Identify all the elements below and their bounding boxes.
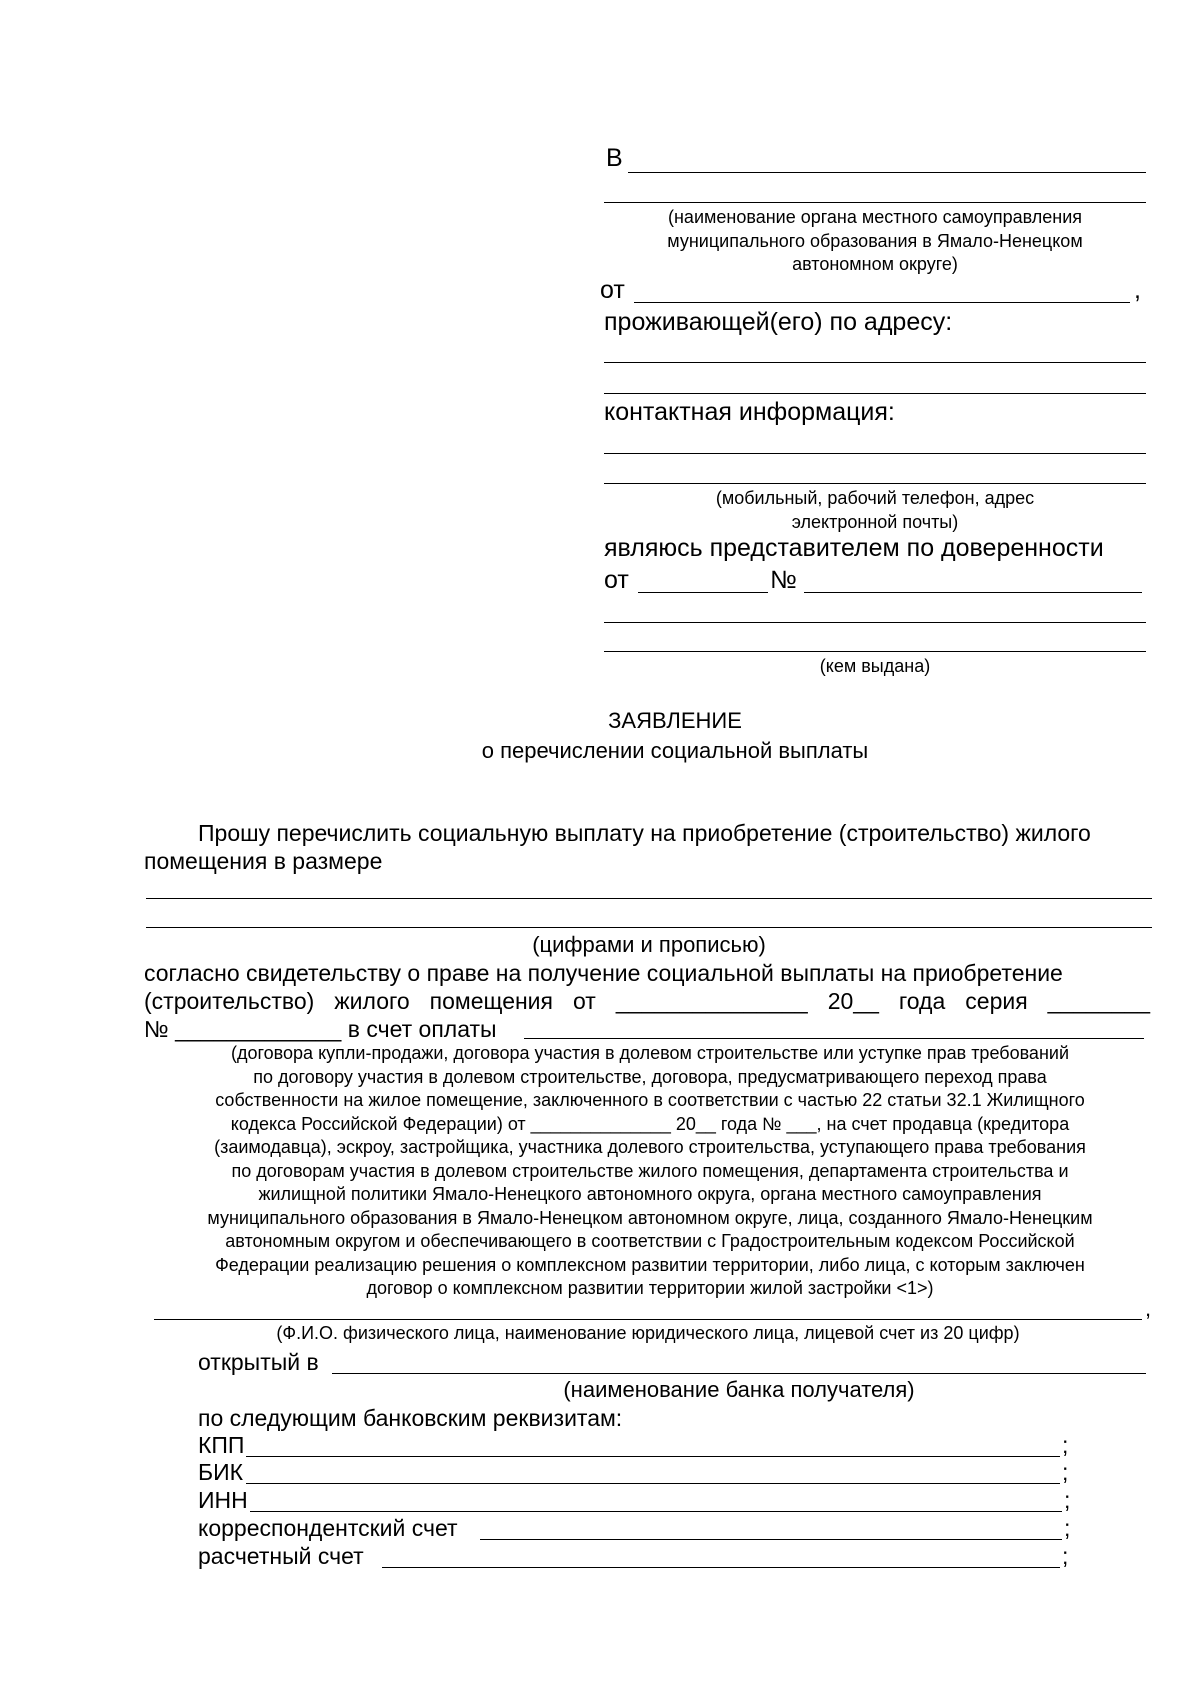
representative-label: являюсь представителем по доверенности: [604, 534, 1104, 562]
bank-note: (наименование банка получателя): [563, 1377, 915, 1402]
corr-account-label: корреспондентский счет: [198, 1515, 458, 1541]
payee-suffix: ,: [1145, 1296, 1152, 1321]
corr-account-line[interactable]: [480, 1539, 1062, 1540]
document-title: ЗАЯВЛЕНИЕ: [608, 708, 742, 733]
poa-date-line[interactable]: [638, 592, 768, 593]
inn-suffix: ;: [1064, 1487, 1071, 1513]
applicant-name-line[interactable]: [634, 302, 1130, 303]
inn-line[interactable]: [250, 1511, 1062, 1512]
issued-by-line-1[interactable]: [604, 622, 1146, 623]
amount-line-2[interactable]: [146, 927, 1152, 928]
settlement-account-label: расчетный счет: [198, 1543, 364, 1569]
payee-line[interactable]: [154, 1319, 1142, 1320]
document-subtitle: о перечислении социальной выплаты: [481, 738, 869, 763]
payee-note: (Ф.И.О. физического лица, наименование юридического лица, лицевой счет из 20 цифр): [276, 1323, 1020, 1343]
authority-field-line-2[interactable]: [604, 202, 1146, 203]
from-suffix: ,: [1134, 276, 1141, 304]
bik-line[interactable]: [246, 1483, 1060, 1484]
contract-note: (договора купли-продажи, договора участия в долевом строительстве или уступке прав требований по договору участия в долевом строительстве, договора, предусматривающего переход права собственности на жилое помещение, заключенного в соответствии с частью 22 статьи 32.1 Жилищного кодекса Российской Федерации) от ______________ 20__ года № ___, на счет продавца (кредитора (заимодавца), эскроу, застройщика, участника долевого строительства, уступающего права требования по договорам участия в долевом строительстве жилого помещения, департамента строительства и жилищной политики Ямало-Ненецкого автономного округа, органа местного самоуправления муниципального образования в Ямало-Ненецком автономном округе, лица, созданного Ямало-Ненецким автономным округом и обеспечивающего в соответствии с Градостроительным кодексом Российской Федерации реализацию решения о комплексном развитии территории, либо лица, с которым заключен договор о комплексном развитии территории жилой застройки <1>): [207, 1043, 1093, 1298]
issued-by-note: (кем выдана): [819, 656, 931, 676]
poa-number-line[interactable]: [804, 592, 1142, 593]
kpp-label: КПП: [198, 1432, 245, 1458]
authority-note: (наименование органа местного самоуправления муниципального образования в Ямало-Ненецком автономном округе): [667, 207, 1083, 274]
issued-by-line-2[interactable]: [604, 651, 1146, 652]
opened-in-label: открытый в: [198, 1349, 319, 1375]
authority-field-line[interactable]: [628, 172, 1146, 173]
poa-from: от: [604, 566, 629, 594]
amount-line-1[interactable]: [146, 898, 1152, 899]
poa-no: №: [770, 566, 797, 594]
contact-line-1[interactable]: [604, 453, 1146, 454]
address-label: проживающей(его) по адресу:: [604, 308, 953, 336]
bik-suffix: ;: [1062, 1459, 1069, 1485]
request-line-2: помещения в размере: [144, 848, 383, 874]
contact-label: контактная информация:: [604, 398, 895, 426]
to-prefix: В: [606, 144, 623, 172]
kpp-suffix: ;: [1062, 1432, 1069, 1458]
cert-line-3: № _____________ в счет оплаты: [144, 1016, 497, 1042]
address-line-1[interactable]: [604, 362, 1146, 363]
request-line-1: Прошу перечислить социальную выплату на приобретение (строительство) жилого: [198, 820, 1091, 846]
corr-account-suffix: ;: [1064, 1515, 1071, 1541]
cert-line-2: (строительство) жилого помещения от _______________ 20__ года серия ________: [144, 988, 1150, 1014]
bank-name-line[interactable]: [332, 1373, 1146, 1374]
kpp-line[interactable]: [246, 1456, 1060, 1457]
cert-line-1: согласно свидетельству о праве на получение социальной выплаты на приобретение: [144, 960, 1063, 986]
address-line-2[interactable]: [604, 393, 1146, 394]
bik-label: БИК: [198, 1459, 244, 1485]
settlement-account-suffix: ;: [1062, 1543, 1069, 1569]
contact-note: (мобильный, рабочий телефон, адрес электронной почты): [715, 488, 1035, 532]
contact-line-2[interactable]: [604, 483, 1146, 484]
inn-label: ИНН: [198, 1487, 248, 1513]
amount-note: (цифрами и прописью): [532, 932, 766, 957]
settlement-account-line[interactable]: [382, 1567, 1060, 1568]
from-prefix: от: [600, 276, 625, 304]
requisites-label: по следующим банковским реквизитам:: [198, 1405, 623, 1431]
payment-purpose-line[interactable]: [524, 1038, 1144, 1039]
